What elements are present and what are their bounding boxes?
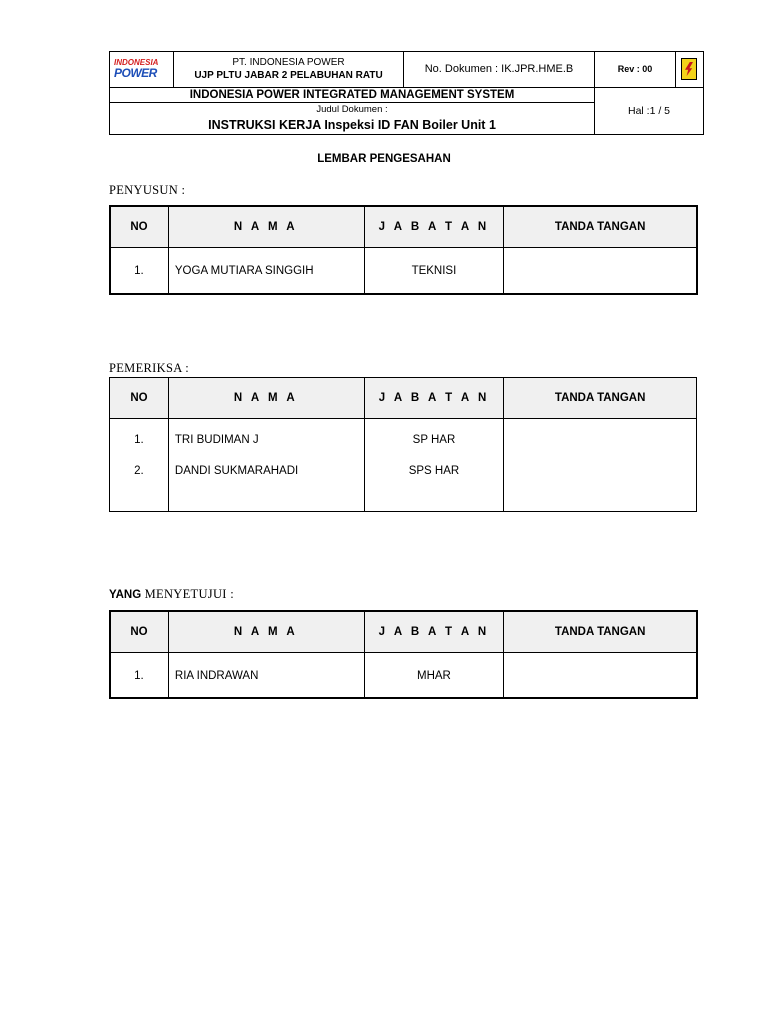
company-line1: PT. INDONESIA POWER [232, 57, 345, 68]
col-jabatan: J A B A T A N [364, 378, 504, 419]
judul-label: Judul Dokumen : [316, 104, 388, 115]
system-title: INDONESIA POWER INTEGRATED MANAGEMENT SYSTEM [110, 87, 595, 102]
col-no: NO [110, 378, 169, 419]
document-number: No. Dokumen : IK.JPR.HME.B [404, 52, 595, 87]
document-title-block [110, 102, 595, 135]
penyusun-label: PENYUSUN : [109, 183, 186, 197]
table-row [110, 248, 697, 295]
signature-cell[interactable] [504, 248, 697, 295]
row-nama-cell [168, 419, 364, 512]
row-no: 1. [110, 653, 169, 699]
menyetujui-label [109, 587, 234, 602]
row-no: 2. [134, 465, 144, 477]
company-name [174, 52, 404, 87]
table-header-row [110, 612, 697, 653]
col-tanda-tangan: TANDA TANGAN [504, 378, 697, 419]
row-nama: YOGA MUTIARA SINGGIH [168, 248, 364, 295]
safety-seal-icon [676, 52, 703, 87]
pemeriksa-label: PEMERIKSA : [109, 361, 190, 375]
col-no: NO [110, 612, 169, 653]
page-number: Hal :1 / 5 [595, 87, 703, 135]
menyetujui-label-prefix: YANG [109, 589, 142, 601]
signature-cell[interactable] [504, 653, 697, 699]
menyetujui-label-text: MENYETUJUI : [144, 587, 234, 601]
col-nama: N A M A [168, 378, 364, 419]
row-jabatan-cell [364, 419, 504, 512]
row-no-cell [110, 419, 169, 512]
col-no: NO [110, 207, 169, 248]
document-header [109, 51, 704, 135]
row-jabatan: SPS HAR [408, 465, 460, 477]
logo-text-top: INDONESIA [114, 58, 159, 67]
row-jabatan: SP HAR [412, 434, 456, 446]
table-header-row [110, 378, 697, 419]
document-title: INSTRUKSI KERJA Inspeksi ID FAN Boiler Unit 1 [208, 118, 496, 132]
row-jabatan: MHAR [364, 653, 504, 699]
company-line2: UJP PLTU JABAR 2 PELABUHAN RATU [194, 70, 383, 81]
penyusun-table [109, 206, 697, 295]
row-nama: DANDI SUKMARAHADI [174, 465, 299, 477]
row-no: 1. [110, 248, 169, 295]
col-nama: N A M A [168, 612, 364, 653]
menyetujui-table [109, 611, 697, 699]
section-title: LEMBAR PENGESAHAN [317, 153, 451, 165]
table-row [110, 419, 697, 512]
col-jabatan: J A B A T A N [364, 207, 504, 248]
row-no: 1. [134, 434, 144, 446]
row-nama: TRI BUDIMAN J [174, 434, 259, 446]
signature-cell[interactable] [504, 419, 697, 512]
col-tanda-tangan: TANDA TANGAN [504, 207, 697, 248]
col-tanda-tangan: TANDA TANGAN [504, 612, 697, 653]
table-header-row [110, 207, 697, 248]
table-row [110, 653, 697, 699]
col-nama: N A M A [168, 207, 364, 248]
row-nama: RIA INDRAWAN [168, 653, 364, 699]
pemeriksa-table [109, 377, 697, 512]
col-jabatan: J A B A T A N [364, 612, 504, 653]
company-logo [110, 52, 174, 87]
revision: Rev : 00 [595, 52, 676, 87]
row-jabatan: TEKNISI [364, 248, 504, 295]
logo-text-bottom: POWER [114, 66, 157, 80]
